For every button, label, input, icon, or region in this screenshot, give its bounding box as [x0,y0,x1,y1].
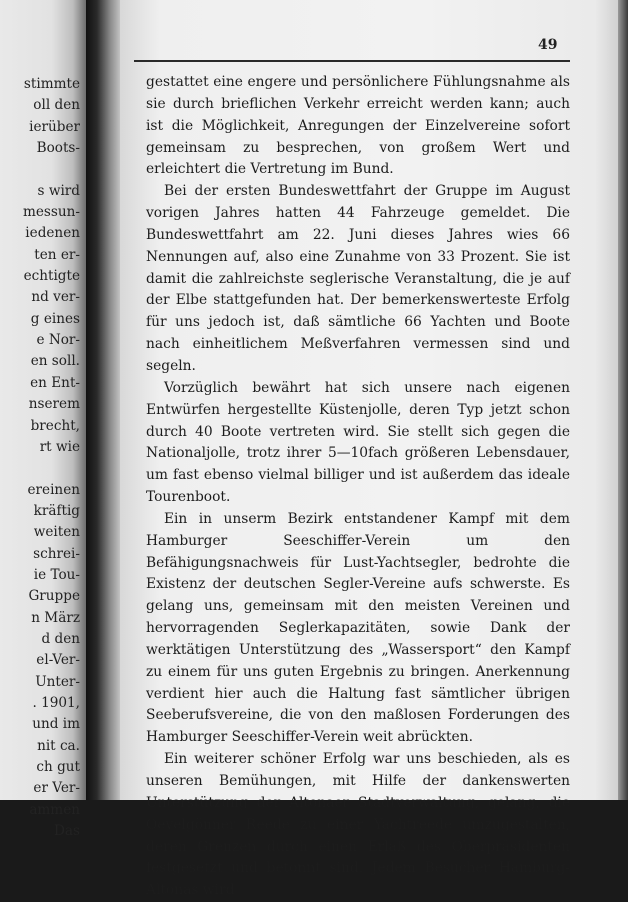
left-page-line: echtigte [23,268,80,285]
paragraph: gestattet eine engere und persönlichere Fühlungsnahme als sie durch brieflichen Verkehr erreicht werden kann; auch ist die Möglichkeit, Anregungen der Einzelvereine sofort gemeinsam zu besprechen, von großem Wert und erleichtert die Vertretung im Bund. [146,74,570,178]
left-page-line: Gruppe [28,588,80,605]
left-page-line: nit ca. [37,737,80,754]
header-rule [134,60,570,62]
left-page-line: ammen [29,801,80,818]
left-page [0,0,86,840]
left-page-line: g eines [30,310,80,327]
left-page-line: Boots- [36,140,80,157]
left-page-line: messun- [23,204,80,221]
left-page-line: ch gut [36,759,80,775]
paragraph: Ein in unserm Bezirk entstandener Kampf mit dem Hamburger Seeschiffer-Verein um den Befähigungsnachweis für Lust-Yachtsegler, bedrohte die Existenz der deutschen Segler-Vereine aufs schwerste. Es gelang uns, gemeinsam mit den meisten Vereinen und hervorragenden Seglerkapazitäten, sowie Dank der werktätigen Unterstützung des „Wassersport“ den Kampf zu einem für uns guten Ergebnis zu bringen. Anerkennung verdient hier auch die Haltung fast sämtlicher übrigen Seeberufsvereine, die von den maßlosen Forderungen des Hamburger Seeschiffer-Verein weit abrückten. [146,510,570,746]
paragraph: Ein weiterer schöner Erfolg war uns beschieden, als es unseren Bemühungen, mit Hilfe der dankenswerten Unterstützung der Altonaer Stadtverwaltung, gelang, die Oevelgönner Reede zu einer Yachtreede umzugestalten, deren Grenzen durch einen Erlaß des Oberpräsidenten festgesetzt und betonnt sind. Jedem Besucher Hamburg-Altonas wird [146,751,570,899]
left-page-line: d den [41,630,80,647]
left-page-text [0,74,80,842]
left-page-line: Unter- [35,673,80,690]
left-page-line: Das [54,823,80,840]
left-page-line: ie Tou- [33,566,80,583]
left-page-line: en Ent- [30,374,80,391]
left-page-line: er Ver- [33,780,80,797]
page-number: 49 [538,37,558,53]
page-edge [618,0,628,800]
left-page-line: n März [31,609,80,626]
left-page-line: . 1901, [32,694,80,711]
left-page-line: stimmte [23,76,80,92]
left-page-line [0,159,80,180]
left-page-line: nd ver- [31,289,80,306]
left-page-line: schrei- [33,545,80,562]
left-page-line [0,458,80,479]
left-page-line: brecht, [30,417,80,434]
left-page-line: en soll. [30,353,80,370]
body-text [146,72,570,902]
left-page-line: rt wie [39,438,80,455]
left-page-line: ierüber [29,118,80,135]
left-page-line: e Nor- [36,332,80,349]
left-page-line: weiten [33,524,80,541]
paragraph: Bei der ersten Bundeswettfahrt der Gruppe im August vorigen Jahres hatten 44 Fahrzeuge gemeldet. Die Bundeswettfahrt am 22. Juni dieses Jahres wies 66 Nennungen auf, also eine Zunahme von 33 Prozent. Sie ist damit die zahlreichste seglerische Veranstaltung, die je auf der Elbe stattgefunden hat. Der bemerkenswerteste Erfolg für uns jedoch ist, daß sämtliche 66 Yachten und Boote nach einheitlichem Meßverfahren vermessen sind und segeln. [146,183,570,374]
left-page-line: s wird [37,182,80,199]
left-page-line: oll den [33,97,80,114]
left-page-line: kräftig [33,502,80,519]
left-page-line: nserem [28,396,80,413]
left-page-line: und im [32,716,80,733]
left-page-line: el-Ver- [36,652,80,669]
left-page-line: iedenen [25,225,80,242]
left-page-line: ten er- [34,246,80,263]
paragraph: Vorzüglich bewährt hat sich unsere nach eigenen Entwürfen hergestellte Küstenjolle, deren Typ jetzt schon durch 40 Boote vertreten wird. Sie stellt sich gegen die Nationaljolle, trotz ihrer 5—10fach größeren Lebensdauer, um fast ebenso vielmal billiger und ist außerdem das ideale Tourenboot. [146,379,570,506]
left-page-line: ereinen [27,481,80,498]
